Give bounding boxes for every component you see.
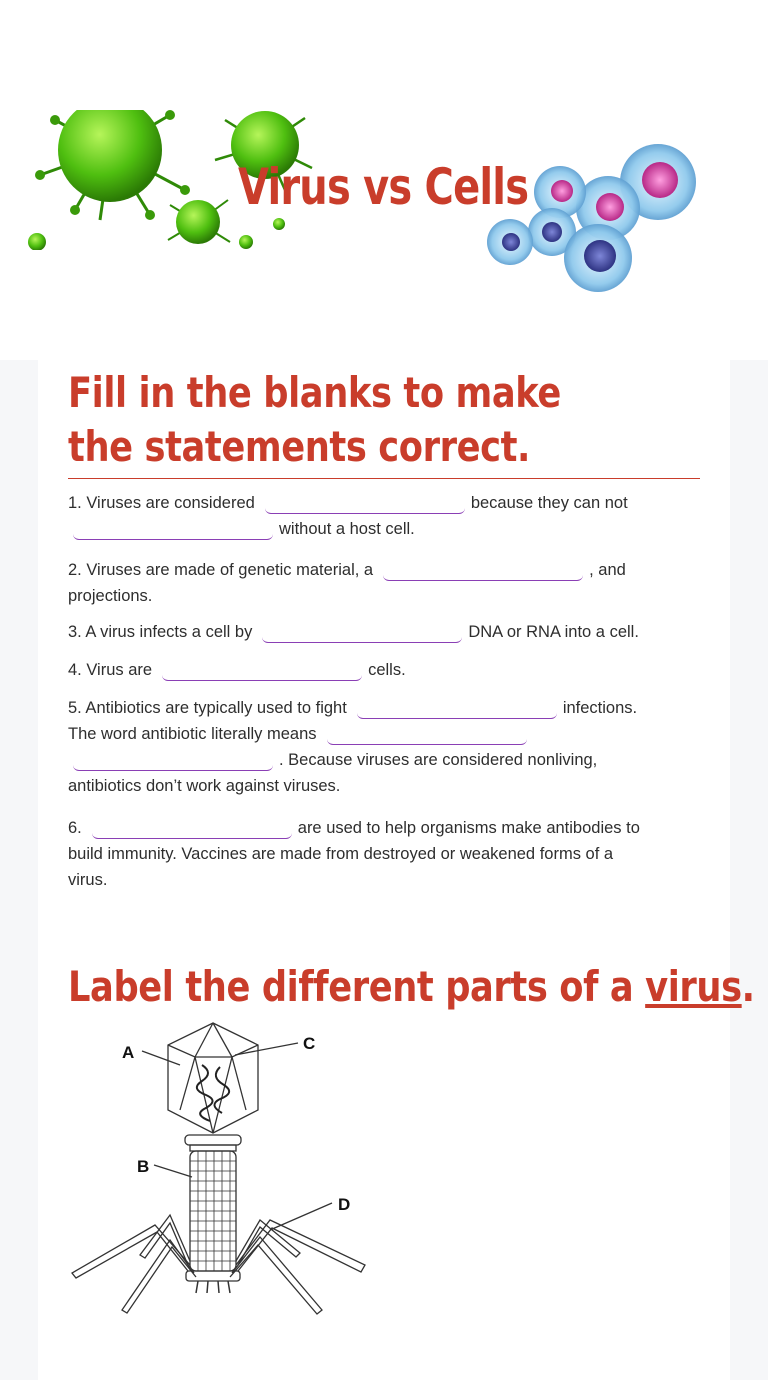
phage-head (168, 1023, 258, 1133)
question-2: 2. Viruses are made of genetic material, a , and projections. (68, 561, 626, 605)
question-5: 5. Antibiotics are typically used to fight infections. The word antibiotic literally means . Because viruses are considered nonliving, antibiotics don’t work against viruses. (68, 699, 638, 795)
banner-title: Virus vs Cells (238, 158, 529, 216)
header-banner (0, 0, 768, 360)
answer-blank-1b[interactable] (73, 521, 273, 540)
answer-blank-6a[interactable] (92, 820, 292, 839)
label-virus-heading: Label the different parts of a virus. (68, 962, 755, 1011)
answer-blank-5c[interactable] (73, 752, 273, 771)
question-3: 3. A virus infects a cell by DNA or RNA into a cell. (68, 623, 639, 641)
fill-blanks-heading: Fill in the blanks to make the statements correct. (68, 368, 561, 471)
label-d: D (338, 1195, 351, 1214)
question-4: 4. Virus are cells. (68, 661, 406, 679)
bacteriophage-diagram (60, 1015, 390, 1325)
label-a: A (122, 1043, 135, 1062)
answer-blank-2a[interactable] (383, 562, 583, 581)
answer-blank-5a[interactable] (357, 700, 557, 719)
answer-blank-3a[interactable] (262, 624, 462, 643)
tail-fibers (72, 1215, 365, 1314)
question-6: 6. are used to help organisms make antibodies to build immunity. Vaccines are made from destroyed or weakened forms of a virus. (68, 819, 640, 889)
label-b: B (137, 1157, 150, 1176)
virus-link: virus (645, 962, 742, 1011)
answer-blank-1a[interactable] (265, 495, 465, 514)
answer-blank-5b[interactable] (327, 726, 527, 745)
question-1: 1. Viruses are considered because they can not without a host cell. (68, 494, 628, 538)
label-c: C (303, 1034, 316, 1053)
heading-divider (68, 478, 700, 479)
answer-blank-4a[interactable] (162, 662, 362, 681)
